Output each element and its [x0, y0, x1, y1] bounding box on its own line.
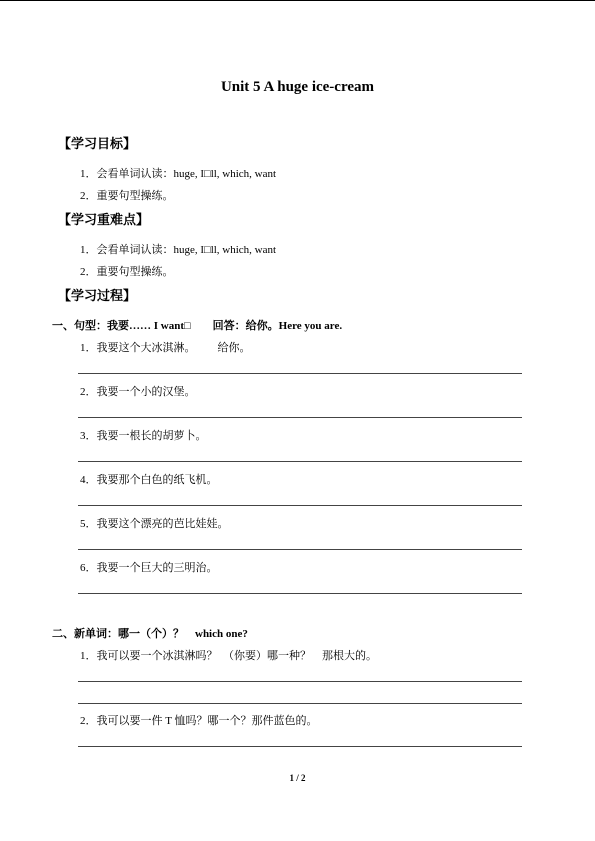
top-rule [0, 0, 595, 1]
answer-line [78, 461, 522, 462]
page-number: 1 / 2 [289, 773, 306, 783]
part1-question-1-prompt: 1．我要这个大冰淇淋。 [80, 342, 196, 354]
part2-question-2: 2．我可以要一件 T 恤吗？哪一个？那件蓝色的。 [80, 715, 318, 727]
answer-line [78, 417, 522, 418]
part1-question-5: 5．我要这个漂亮的芭比娃娃。 [80, 518, 229, 530]
answer-line [78, 746, 522, 747]
page-title: Unit 5 A huge ice-cream [220, 79, 375, 95]
answer-line [78, 681, 522, 682]
process-heading: 【学习过程】 [58, 288, 137, 303]
key-points-item-2: 2．重要句型操练。 [80, 266, 174, 278]
part1-question-1-extra: 给你。 [217, 342, 251, 354]
part1-question-6: 6．我要一个巨大的三明治。 [80, 562, 218, 574]
answer-line [78, 505, 522, 506]
goals-item-2: 2．重要句型操练。 [80, 190, 174, 202]
answer-line [78, 373, 522, 374]
answer-line [78, 549, 522, 550]
part2-heading: 二、新单词：哪一（个）？ which one? [52, 628, 248, 640]
answer-line [78, 703, 522, 704]
goals-heading: 【学习目标】 [58, 136, 137, 151]
part2-question-1: 1．我可以要一个冰淇淋吗？ （你要）哪一种？ 那根大的。 [80, 650, 377, 662]
answer-line [78, 593, 522, 594]
part1-question-3: 3．我要一根长的胡萝卜。 [80, 430, 207, 442]
part1-question-4: 4．我要那个白色的纸飞机。 [80, 474, 218, 486]
part1-question-1 [80, 339, 251, 355]
key-points-heading: 【学习重难点】 [58, 212, 150, 227]
part1-heading: 一、句型：我要…… I want□ 回答：给你。Here you are. [52, 320, 343, 332]
goals-item-1: 1．会看单词认读：huge, I□ll, which, want [80, 168, 277, 180]
key-points-item-1: 1．会看单词认读：huge, I□ll, which, want [80, 244, 277, 256]
part1-question-2: 2．我要一个小的汉堡。 [80, 386, 196, 398]
